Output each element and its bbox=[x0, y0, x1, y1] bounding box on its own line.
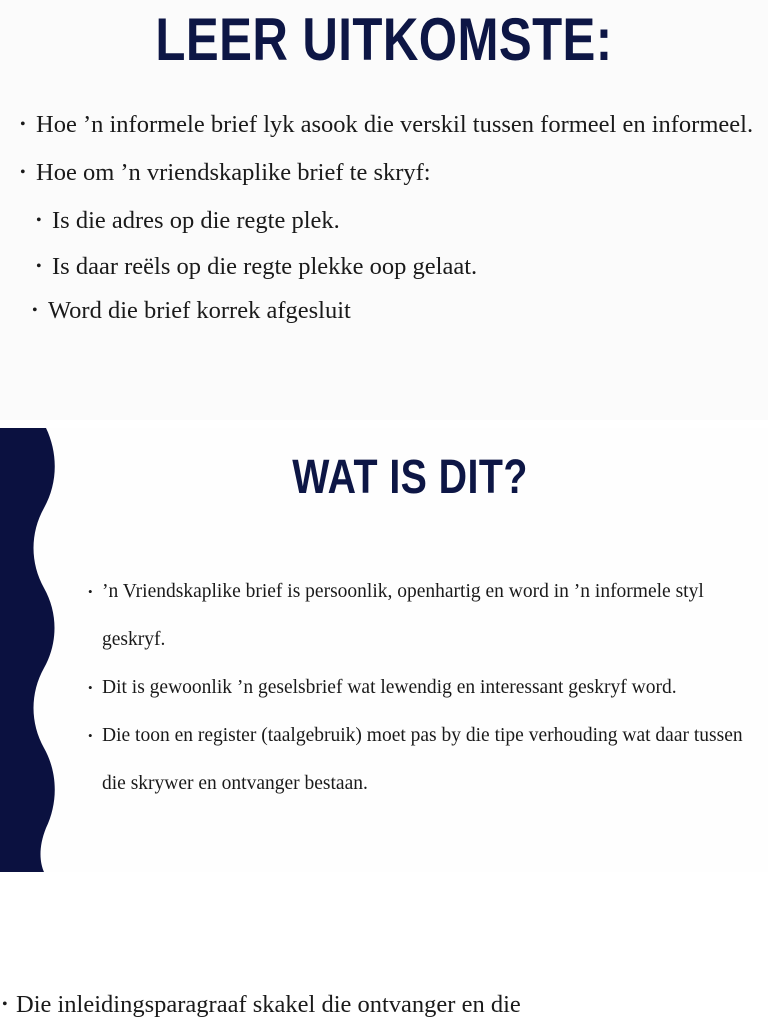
bullet-item bbox=[20, 108, 760, 142]
bullet-item bbox=[20, 156, 760, 190]
bullet-text: Dit is gewoonlik ’n geselsbrief wat lewendig en interessant geskryf word. bbox=[102, 677, 677, 698]
bullet-item bbox=[88, 712, 748, 808]
slide-introduction-paragraph bbox=[0, 880, 768, 1024]
bullet-list bbox=[2, 988, 762, 1022]
bullet-text: Hoe om ’n vriendskaplike brief te skryf: bbox=[36, 159, 431, 186]
slide-title: LEER UITKOMSTE: bbox=[155, 6, 613, 73]
wave-decoration bbox=[0, 428, 60, 872]
sub-bullet-item bbox=[36, 250, 760, 284]
bullet-text: Die toon en register (taalgebruik) moet pas by die tipe verhouding wat daar tussen die skrywer en ontvanger bestaan. bbox=[102, 725, 743, 794]
slide-learning-outcomes bbox=[0, 0, 768, 420]
bullet-icon: • bbox=[2, 996, 8, 1013]
bullet-item bbox=[88, 568, 748, 664]
bullet-text: Hoe ’n informele brief lyk asook die verskil tussen formeel en informeel. bbox=[36, 111, 754, 138]
bullet-item bbox=[2, 988, 762, 1022]
bullet-text: ’n Vriendskaplike brief is persoonlik, openhartig en word in ’n informele styl geskryf. bbox=[102, 581, 704, 650]
bullet-icon: • bbox=[20, 164, 26, 181]
bullet-icon: • bbox=[20, 116, 26, 133]
bullet-text: Is die adres op die regte plek. bbox=[52, 207, 340, 234]
bullet-icon: • bbox=[88, 680, 93, 695]
bullet-list bbox=[20, 108, 760, 328]
bullet-icon: • bbox=[36, 258, 42, 275]
slide-what-is-it bbox=[0, 428, 768, 872]
bullet-icon: • bbox=[88, 584, 93, 599]
bullet-icon: • bbox=[88, 728, 93, 743]
bullet-list bbox=[88, 568, 748, 808]
wave-shape bbox=[0, 428, 55, 872]
bullet-icon: • bbox=[36, 212, 42, 229]
bullet-item bbox=[88, 664, 748, 712]
bullet-text: Die inleidingsparagraaf skakel die ontvanger en die bbox=[16, 991, 521, 1018]
slide-title: WAT IS DIT? bbox=[292, 451, 528, 504]
bullet-text: Word die brief korrek afgesluit bbox=[48, 297, 351, 324]
bullet-text: Is daar reëls op die regte plekke oop gelaat. bbox=[52, 253, 478, 280]
bullet-icon: • bbox=[32, 302, 38, 319]
sub-bullet-item bbox=[32, 294, 760, 328]
sub-bullet-item bbox=[36, 204, 760, 238]
